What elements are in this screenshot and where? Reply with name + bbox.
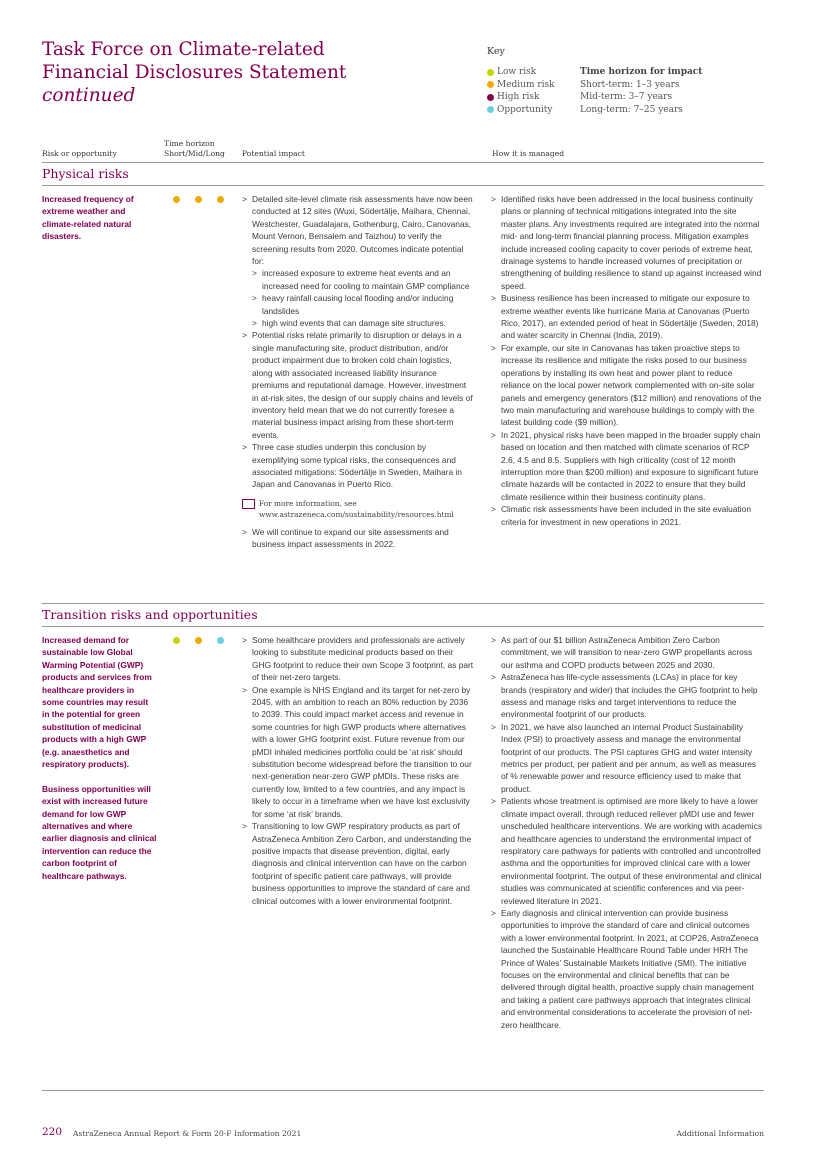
list-item: > As part of our $1 billion AstraZeneca Ambition Zero Carbon commitment, we will transition to near-zero GWP propellants across our asthma and COPD products between 2025 and 2030. <box>491 634 764 671</box>
transition-impact <box>242 634 474 907</box>
list-item: > Identified risks have been addressed in the local business continuity plans or planning of technical mitigations integrated into the site master plans. Any investments required are integrated into the normal mid- and long-term financial planning process. Mitigation examples include increased cooling capacity to cover periods of extreme heat, drainage systems to handle increased volumes of precipitation or strengthening of building resilience to stand up against increased wind speed. <box>491 193 764 292</box>
physical-rule <box>42 185 764 186</box>
transition-risk-title <box>42 634 157 895</box>
transition-opportunity-text: Business opportunities will exist with increased future demand for low GWP alternatives and where earlier diagnosis and clinical intervention can reduce the carbon footprint of healthcare pathways. <box>42 783 157 881</box>
title-continued: continued <box>42 85 136 106</box>
short-term-dot-icon <box>173 196 180 203</box>
footer-publication: AstraZeneca Annual Report & Form 20-F Information 2021 <box>73 1129 302 1138</box>
transition-risk-text: Increased demand for sustainable low Global Warming Potential (GWP) products and services from healthcare providers in some countries may result in the potential for green substitution of medicinal products with a high GWP (e.g. anaesthetics and respiratory products). <box>42 635 152 770</box>
legend-low: Low risk <box>487 66 555 79</box>
list-item: > high wind events that can damage site structures. <box>252 317 474 329</box>
key-label: Key <box>487 46 505 57</box>
physical-risk-title: Increased frequency of extreme weather and climate-related natural disasters. <box>42 194 134 242</box>
col-header-managed: How it is managed <box>492 149 565 158</box>
long-term-dot-icon <box>217 196 224 203</box>
transition-top-rule <box>42 603 764 604</box>
header-rule <box>42 162 764 163</box>
bottom-rule <box>42 1090 764 1091</box>
transition-horizon-dots <box>173 637 224 644</box>
horizon-mid: Mid-term: 3–7 years <box>580 92 673 102</box>
list-item: > AstraZeneca has life-cycle assessments (LCAs) in place for key brands (respiratory and wider) that includes the GHG footprint to help assess and manage risks and target interventions to reduce the environmental footprint of our products. <box>491 671 764 721</box>
footer-section: Additional Information <box>676 1129 764 1138</box>
list-item: > Potential risks relate primarily to disruption or delays in a single manufacturing site, product distribution, and/or product impairment due to broken cold chain logistics, along with associated increased liability insurance premiums and reputational damage. However, investment in at-risk sites, the design of our supply chains and levels of inventory held mean that we do not currently foresee a material business impact arising from these short-term events. <box>242 329 474 441</box>
low-risk-dot-icon <box>487 69 494 76</box>
list-item: > Three case studies underpin this conclusion by exemplifying some typical risks, the consequences and associated mitigations: Södertälje in Sweden, Maihara in Japan and Canovanas in Puerto Rico. <box>242 441 474 491</box>
list-item: > One example is NHS England and its target for net-zero by 2045, with an ambition to reach an 80% reduction by 2036 to 2039. This could impact market access and revenue in some countries for high GWP products where alternatives with a lower GHG footprint exist. Future revenue from our pMDI inhaled medicines portfolio could be ‘at risk’ should substitution become widespread before the transition to our next-generation near-zero GWP pMDIs. These risks are currently low, limited to a few countries, and any impact is likely to occur in a timeframe when we have lost exclusivity for some ‘at risk’ brands. <box>242 684 474 820</box>
col-header-risk: Risk or opportunity <box>42 149 117 158</box>
section-physical-risks: Physical risks <box>42 166 129 181</box>
title-line-1: Task Force on Climate-related <box>42 39 325 60</box>
legend-high: High risk <box>487 91 555 104</box>
list-item: > In 2021, physical risks have been mapped in the broader supply chain based on location and then matched with climate scenarios of RCP 2.6, 4.5 and 8.5. Suppliers with high criticality (cost of 12 month interruption more than $200 million) and exposure to significant future climate hazards will be contacted in 2022 to ensure that they build climate resilience within their business continuity plans. <box>491 429 764 503</box>
list-item: > For example, our site in Canovanas has taken proactive steps to increase its resilience and mitigate the risks posed to our business operations by installing its own heat and power plant to reduce reliance on the local power network complemented with on-site solar panels and emergency generators ($12 million) and renovations of the two main manufacturing and warehouse buildings to comply with the latest building code ($9 million). <box>491 342 764 429</box>
page-number: 220 <box>42 1126 63 1138</box>
list-item: > Patients whose treatment is optimised are more likely to have a lower climate impact overall, through reduced reliever pMDI use and fewer unscheduled healthcare interventions. We are working with academics and healthcare agencies to understand the environmental impact of respiratory care pathways for patients with controlled and uncontrolled asthma and the opportunities for improved clinical care with a lower environmental footprint. The output of these environmental and clinical studies was communicated at scientific conferences and via peer-reviewed literature in 2021. <box>491 795 764 907</box>
medium-risk-dot-icon <box>487 81 494 88</box>
list-item: > Some healthcare providers and professionals are actively looking to substitute medicinal products based on their GHG footprint to reduce their own Scope 3 footprint, as part of their net-zero targets. <box>242 634 474 684</box>
page-title <box>42 38 346 107</box>
list-item: > Transitioning to low GWP respiratory products as part of AstraZeneca Ambition Zero Carbon, and understanding the positive impacts that disease prevention, digital, early diagnosis and clinical intervention can have on the carbon footprint of specific patient care pathways, will provide business opportunities to improve the standard of care and clinical outcomes with a lower environmental footprint. <box>242 820 474 907</box>
horizon-short: Short-term: 1–3 years <box>580 79 680 90</box>
transition-rule <box>42 626 764 627</box>
list-item: > In 2021, we have also launched an internal Product Sustainability Index (PSI) to proactively assess and manage the environmental footprint of our products. The PSI captures GHG and water intensity metrics per product, per patient and per annum, as well as measures of % renewable power and resource efficiency used to make that product. <box>491 721 764 795</box>
legend-opportunity: Opportunity <box>487 104 555 117</box>
physical-horizon-dots <box>173 196 224 203</box>
transition-managed <box>491 634 764 1031</box>
more-info-note <box>242 498 474 520</box>
list-item: > Business resilience has been increased to mitigate our exposure to extreme weather events like hurricane Maria at Canovanas (Puerto Rico, 2017), an extended period of heat in Södertälje (Sweden, 2018) and water scarcity in Chennai (India, 2019). <box>491 292 764 342</box>
long-term-dot-icon <box>217 637 224 644</box>
mid-term-dot-icon <box>195 196 202 203</box>
high-risk-dot-icon <box>487 94 494 101</box>
horizon-long: Long-term: 7–25 years <box>580 104 683 115</box>
more-info-link[interactable]: For more information, see www.astrazeneca.com/sustainability/resources.html <box>259 498 454 519</box>
time-horizon-legend <box>580 66 702 116</box>
horizon-title: Time horizon for impact <box>580 67 703 77</box>
title-line-2: Financial Disclosures Statement <box>42 62 347 83</box>
list-item: > Climatic risk assessments have been included in the site evaluation criteria for investment in new operations in 2021. <box>491 503 764 528</box>
opportunity-dot-icon <box>487 106 494 113</box>
screen-icon <box>242 499 255 509</box>
list-item: > We will continue to expand our site assessments and business impact assessments in 2022. <box>242 526 474 551</box>
list-item: > Detailed site-level climate risk assessments have now been conducted at 12 sites (Wuxi, Södertälje, Maihara, Chennai, Westchester, Guadalajara, Gothenburg, Cairo, Canovanas, Mount Vernon, Bensalem and Taizhou) to verify the screening results from 2020. Outcomes indicate potential for: > increased exposure to extreme heat events and an increased need for cooling to maintain GMP compliance > heavy rainfall causing local flooding and/or inducing landslides > high wind events that can damage site structures. <box>242 193 474 329</box>
physical-impact <box>242 193 474 551</box>
list-item: > Early diagnosis and clinical intervention can provide business opportunities to improve the standard of care and clinical outcomes with a lower environmental footprint. In 2021, at COP26, AstraZeneca launched the Sustainable Healthcare Round Table under HRH The Prince of Wales’ Sustainable Markets Initiative (SMI). The initiative focuses on the environmental and clinical benefits that can be delivered through digital health, proactive supply chain management and taking a patient care pathways approach that integrates clinical and environmental considerations to accelerate the provision of net-zero healthcare. <box>491 907 764 1031</box>
col-header-horizon: Time horizon Short/Mid/Long <box>164 139 225 158</box>
legend-medium: Medium risk <box>487 79 555 92</box>
mid-term-dot-icon <box>195 637 202 644</box>
short-term-dot-icon <box>173 637 180 644</box>
col-header-impact: Potential impact <box>242 149 305 158</box>
list-item: > increased exposure to extreme heat events and an increased need for cooling to maintain GMP compliance <box>252 267 474 292</box>
physical-managed <box>491 193 764 528</box>
risk-legend <box>487 66 555 116</box>
section-transition-risks: Transition risks and opportunities <box>42 607 258 622</box>
list-item: > heavy rainfall causing local flooding and/or inducing landslides <box>252 292 474 317</box>
